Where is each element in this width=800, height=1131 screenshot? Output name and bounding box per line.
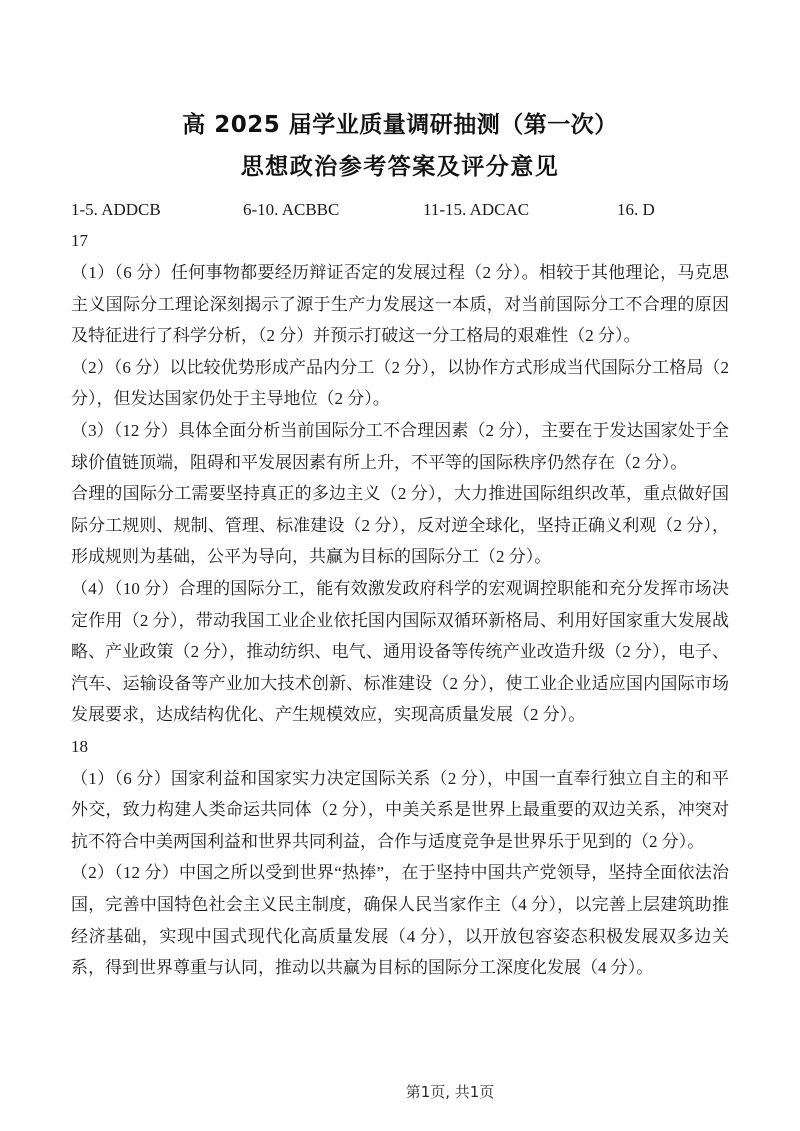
question-18-number: 18: [71, 736, 88, 756]
question-17-part-1: （1）（6 分）任何事物都要经历辩证否定的发展过程（2 分）。相较于其他理论，马克思主义国际分工理论深刻揭示了源于生产力发展这一本质，对当前国际分工不合理的原因及特征进行了科学分析，（2 分）并预示打破这一分工格局的艰难性（2 分）。: [71, 263, 729, 346]
question-18-part-1: （1）（6 分）国家利益和国家实力决定国际关系（2 分），中国一直奉行独立自主的和平外交，致力构建人类命运共同体（2 分），中美关系是世界上最重要的双边关系，冲突对抗不符合中美两国利益和世界共同利益，合作与适度竞争是世界乐于见到的（2 分）。: [71, 768, 729, 851]
answers-6-10: 6-10. ACBBC: [243, 199, 340, 219]
answers-11-15: 11-15. ADCAC: [423, 199, 530, 219]
question-17-part-4: （4）（10 分）合理的国际分工，能有效激发政府科学的宏观调控职能和充分发挥市场决定作用（2 分），带动我国工业企业依托国内国际双循环新格局、利用好国家重大发展战略、产业政策（2 分），推动纺织、电气、通用设备等传统产业改造升级（2 分），电子、汽车、运输设备等产业加大技术创新、标准建设（2 分），使工业企业适应国内国际市场发展要求，达成结构优化、产生规模效应，实现高质量发展（2 分）。: [71, 579, 729, 725]
question-18-block: [71, 731, 729, 984]
page-footer: [0, 1080, 800, 1104]
document-subtitle: 思想政治参考答案及评分意见: [240, 154, 560, 181]
answers-16: 16. D: [617, 199, 655, 219]
question-17-block: [71, 225, 729, 731]
question-18-part-2: （2）（12 分）中国之所以受到世界“热捧”，在于坚持中国共产党领导，坚持全面依法治国，完善中国特色社会主义民主制度，确保人民当家作主（4 分），以完善上层建筑助推经济基础，实现中国式现代化高质量发展（4 分），以开放包容姿态积极发展双多边关系，得到世界尊重与认同，推动以共赢为目标的国际分工深度化发展（4 分）。: [71, 863, 729, 978]
question-17-part-3: （3）（12 分）具体全面分析当前国际分工不合理因素（2 分），主要在于发达国家处于全球价值链顶端，阻碍和平发展因素有所上升，不平等的国际秩序仍然存在（2 分）。: [71, 421, 729, 472]
document-title: 高 2025 届学业质量调研抽测（第一次）: [182, 112, 618, 138]
document-body: [71, 194, 729, 984]
question-17-part-2: （2）（6 分）以比较优势形成产品内分工（2 分），以协作方式形成当代国际分工格局（2 分），但发达国家仍处于主导地位（2 分）。: [71, 357, 729, 409]
page-indicator: 第1页, 共1页: [405, 1083, 495, 1101]
answers-1-5: 1-5. ADDCB: [71, 199, 161, 219]
question-17-part-3-contd: 合理的国际分工需要坚持真正的多边主义（2 分），大力推进国际组织改革，重点做好国际分工规则、规制、管理、标准建设（2 分），反对逆全球化，坚持正确义利观（2 分），形成规则为基础，公平为导向，共赢为目标的国际分工（2 分）。: [71, 484, 729, 567]
multiple-choice-answer-row: [71, 194, 729, 226]
question-17-number: 17: [71, 231, 88, 251]
